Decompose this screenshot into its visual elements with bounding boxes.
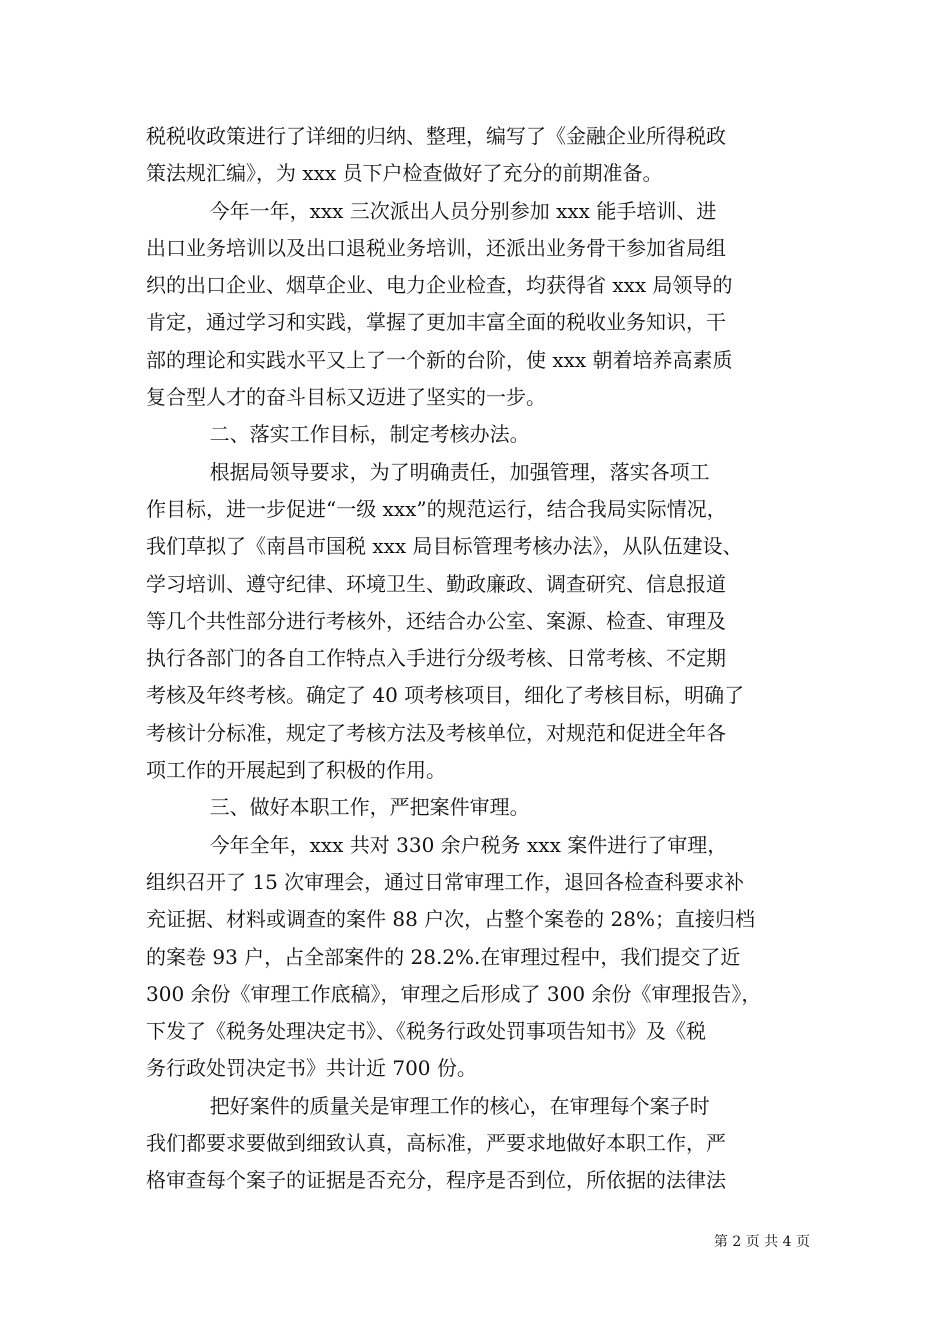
text-line: 格审查每个案子的证据是否充分，程序是否到位，所依据的法律法 [146,1168,726,1193]
text-line: 作目标，进一步促进“一级 xxx”的规范运行，结合我局实际情况， [146,496,727,521]
text-line: 下发了《税务处理决定书》、《税务行政处罚事项告知书》及《税 [146,1019,706,1044]
text-line: 我们草拟了《南昌市国税 xxx 局目标管理考核办法》，从队伍建设、 [146,534,743,559]
text-line: 根据局领导要求，为了明确责任，加强管理，落实各项工 [146,459,710,484]
text-line: 策法规汇编》，为 xxx 员下户检查做好了充分的前期准备。 [146,161,663,186]
text-line: 税税收政策进行了详细的归纳、整理，编写了《金融企业所得税政 [146,124,726,148]
text-line: 今年全年，xxx 共对 330 余户税务 xxx 案件进行了审理， [146,832,728,857]
text-line: 出口业务培训以及出口退税业务培训，还派出业务骨干参加省局组 [146,235,726,260]
text-line: 把好案件的质量关是审理工作的核心，在审理每个案子时 [146,1093,710,1118]
text-line: 学习培训、遵守纪律、环境卫生、勤政廉政、调查研究、信息报道 [146,571,726,596]
text-line: 的案卷 93 户，占全部案件的 28.2%.在审理过程中，我们提交了近 [146,944,741,969]
text-line: 织的出口企业、烟草企业、电力企业检查，均获得省 xxx 局领导的 [146,273,733,298]
section-heading-2: 二、落实工作目标，制定考核办法。 [146,422,530,447]
section-heading-3: 三、做好本职工作，严把案件审理。 [146,795,530,820]
text-line: 执行各部门的各自工作特点入手进行分级考核、日常考核、不定期 [146,646,726,671]
text-line: 肯定，通过学习和实践，掌握了更加丰富全面的税收业务知识，干 [146,310,726,335]
text-line: 充证据、材料或调查的案件 88 户次，占整个案卷的 28%；直接归档 [146,907,755,932]
text-line: 今年一年，xxx 三次派出人员分别参加 xxx 能手培训、进 [146,198,717,223]
text-line: 复合型人才的奋斗目标又迈进了坚实的一步。 [146,385,546,410]
document-body [146,118,814,1200]
text-line: 项工作的开展起到了积极的作用。 [146,758,446,783]
text-line: 务行政处罚决定书》共计近 700 份。 [146,1056,477,1081]
text-line: 我们都要求要做到细致认真，高标准，严要求地做好本职工作，严 [146,1131,726,1156]
page-number-footer: 第 2 页 共 4 页 [713,1234,810,1250]
text-line: 部的理论和实践水平又上了一个新的台阶，使 xxx 朝着培养高素质 [146,347,733,372]
text-line: 组织召开了 15 次审理会，通过日常审理工作，退回各检查科要求补 [146,869,745,894]
text-line: 等几个共性部分进行考核外，还结合办公室、案源、检查、审理及 [146,608,726,633]
text-line: 考核及年终考核。确定了 40 项考核项目，细化了考核目标，明确了 [146,683,745,708]
text-line: 300 余份《审理工作底稿》，审理之后形成了 300 余份《审理报告》， [146,981,762,1006]
text-line: 考核计分标准，规定了考核方法及考核单位，对规范和促进全年各 [146,720,726,745]
